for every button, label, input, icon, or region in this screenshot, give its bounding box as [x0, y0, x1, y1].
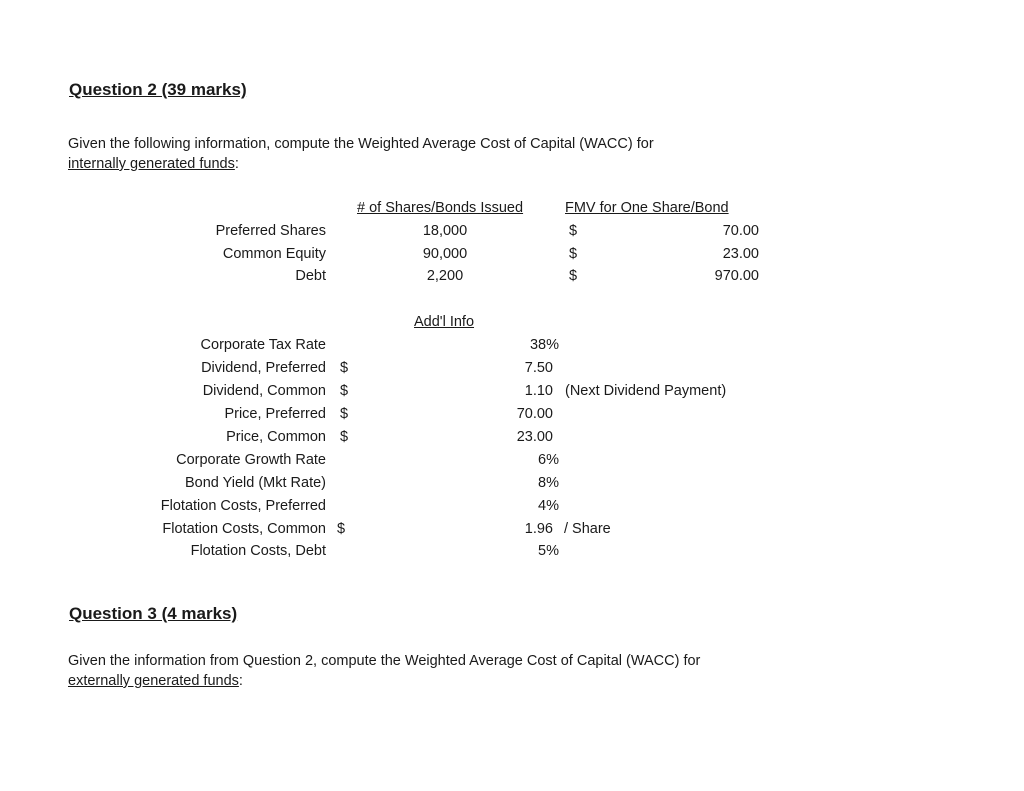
securities-row-currency: $	[569, 246, 578, 262]
addl-info-header: Add'l Info	[414, 314, 475, 330]
addl-info-note: (Next Dividend Payment)	[565, 383, 727, 399]
addl-info-label: Bond Yield (Mkt Rate)	[184, 475, 326, 491]
question-2-text-line1: Given the following information, compute the Weighted Average Cost of Capital (WACC) for	[68, 136, 654, 152]
securities-row-issued: 18,000	[422, 223, 468, 239]
addl-info-value: 38%	[529, 337, 559, 353]
addl-info-currency: $	[340, 383, 349, 399]
question-2-text-line2: internally generated funds:	[68, 156, 239, 172]
securities-row-fmv: 23.00	[722, 246, 759, 262]
securities-row-label: Common Equity	[222, 246, 326, 262]
securities-row-issued: 90,000	[422, 246, 468, 262]
addl-info-currency: $	[337, 521, 346, 537]
header-shares-bonds-issued: # of Shares/Bonds Issued	[357, 200, 524, 216]
securities-row-currency: $	[569, 268, 578, 284]
addl-info-currency: $	[340, 429, 349, 445]
addl-info-value: 70.00	[516, 406, 553, 422]
addl-info-note: / Share	[564, 521, 611, 537]
question-2-title: Question 2 (39 marks)	[69, 80, 247, 99]
addl-info-label: Price, Preferred	[224, 406, 326, 422]
addl-info-label: Flotation Costs, Common	[162, 521, 326, 537]
addl-info-label: Dividend, Preferred	[201, 360, 326, 376]
addl-info-value: 1.10	[524, 383, 553, 399]
addl-info-value: 4%	[538, 498, 559, 514]
question-3-title: Question 3 (4 marks)	[69, 604, 238, 623]
question-3-text-line1: Given the information from Question 2, compute the Weighted Average Cost of Capital (WACC) for	[68, 653, 701, 669]
addl-info-label: Corporate Growth Rate	[176, 452, 326, 468]
addl-info-label: Corporate Tax Rate	[200, 337, 326, 353]
addl-info-value: 5%	[538, 543, 559, 559]
addl-info-label: Price, Common	[226, 429, 326, 445]
question-3-text-line2: externally generated funds:	[68, 673, 243, 689]
addl-info-label: Flotation Costs, Preferred	[160, 498, 326, 514]
addl-info-value: 23.00	[516, 429, 553, 445]
addl-info-value: 7.50	[524, 360, 553, 376]
securities-row-issued: 2,200	[426, 268, 464, 284]
header-fmv: FMV for One Share/Bond	[565, 200, 729, 216]
securities-row-currency: $	[569, 223, 578, 239]
securities-row-label: Debt	[295, 268, 326, 284]
securities-row-fmv: 70.00	[722, 223, 759, 239]
addl-info-label: Dividend, Common	[202, 383, 326, 399]
addl-info-value: 1.96	[524, 521, 553, 537]
question-3-underlined-phrase: externally generated funds	[68, 673, 239, 689]
addl-info-value: 8%	[538, 475, 559, 491]
addl-info-currency: $	[340, 360, 349, 376]
addl-info-label: Flotation Costs, Debt	[190, 543, 326, 559]
securities-row-fmv: 970.00	[714, 268, 759, 284]
question-2-underlined-phrase: internally generated funds	[68, 156, 235, 172]
addl-info-value: 6%	[538, 452, 559, 468]
securities-row-label: Preferred Shares	[215, 223, 326, 239]
addl-info-currency: $	[340, 406, 349, 422]
